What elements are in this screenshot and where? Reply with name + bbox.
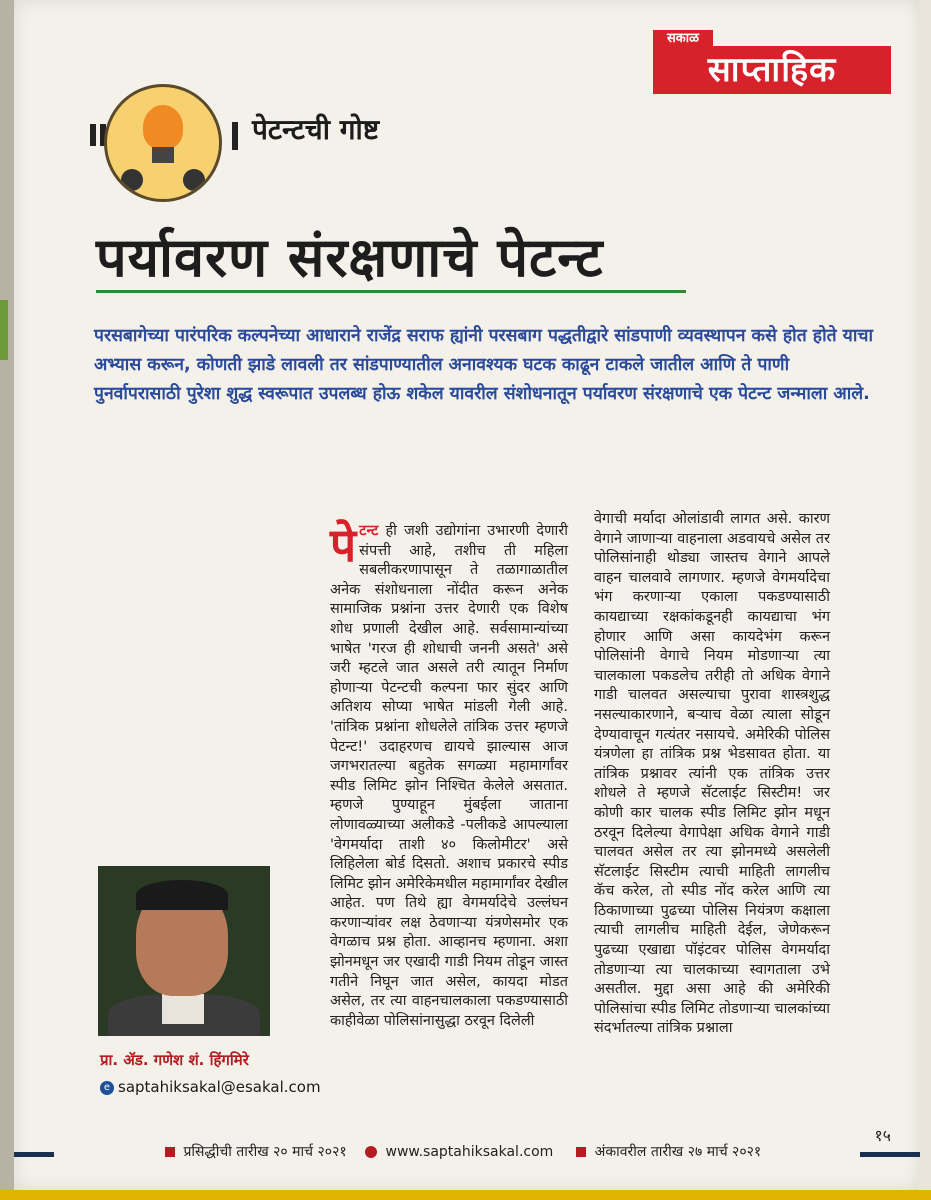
author-photo [98,866,270,1036]
page-number: १५ [874,1126,891,1145]
article-column-2 [594,510,830,1039]
idea-bulb-gear-icon [104,84,222,202]
brand-small: सकाळ [653,30,713,48]
brand-name: साप्ताहिक [653,46,891,94]
bottom-strip [0,1190,931,1200]
author-email[interactable] [100,1078,321,1096]
decor-bar-left [90,124,96,146]
dropcap: पे [330,518,357,572]
author-name: प्रा. ॲड. गणेश शं. हिंगमिरे [100,1051,249,1069]
column-2-text: वेगाची मर्यादा ओलांडावी लागत असे. कारण वेगाने जाणाऱ्या वाहनाला अडवायचे असेल तर पोलिसांनाही थोड्या जास्तच वेगाने आपले वाहन चालवावे लागणार. म्हणजे वेगमर्यादेचा भंग करणाऱ्या एकाला पकडण्यासाठी कायद्याच्या रक्षकांकडूनही कायद्याचा भंग होणार आणि असा कायदेभंग करून पोलिसांनी वेगाचे नियम मोडणाऱ्या त्या चालकाला पकडलेच तरीही तो अधिक वेगाने गाडी चालवत असल्याचा पुरावा शास्त्रशुद्ध नसल्याकारणाने, बऱ्याच वेळा त्याला सोडून देण्यावाचून गत्यंतर नसायचे. अमेरिकी पोलिस यंत्रणेला हा तांत्रिक प्रश्न भेडसावत होता. या तांत्रिक प्रश्नावर त्यांनी एक तांत्रिक उत्तर शोधले ते म्हणजे सॅटलाईट सिस्टीम! जर कोणी कार चालक स्पीड लिमिट झोन मधून ठरवून दिलेल्या वेगापेक्षा अधिक वेगाने गाडी चालवत असेल तर त्या झोनमध्ये असलेली सॅटलाईट सिस्टीम त्याची माहिती लागलीच कॅच करेल, तो स्पीड नोंद करेल आणि त्या ठिकाणाच्या पुढच्या पोलिस नियंत्रण कक्षाला त्याची लागलीच माहिती देईल, जेणेकरून पुढच्या एखाद्या पॉइंटवर पोलिस वेगमर्यादा तोडणाऱ्या त्या चालकाच्या स्वागताला उभे असतील. मुद्दा असा आहे की अमेरिकी पोलिसांचा स्पीड लिमिट तोडणाऱ्या चालकांच्या संदर्भातल्या तांत्रिक प्रश्नाला [594,511,830,1037]
website[interactable]: www.saptahiksakal.com [385,1144,554,1160]
intro-paragraph: परसबागेच्या पारंपरिक कल्पनेच्या आधाराने राजेंद्र सराफ ह्यांनी परसबाग पद्धतीद्वारे सांडपाणी व्यवस्थापन कसे होत होते याचा अभ्यास करून, कोणती झाडे लावली तर सांडपाण्यातील अनावश्यक घटक काढून टाकले जातील आणि ते पाणी पुनर्वापरासाठी पुरेशा शुद्ध स्वरूपात उपलब्ध होऊ शकेल यावरील संशोधनातून पर्यावरण संरक्षणाचे एक पेटन्ट जन्माला आले. [94,326,873,404]
issue-label: अंकावरील तारीख [594,1144,684,1160]
footer-square-icon [165,1147,175,1157]
series-title: पेटन्टची गोष्ट [252,113,380,146]
footer [165,1142,761,1161]
article-column-1 [330,518,569,1031]
page-binding-edge [0,0,14,1200]
website-icon [365,1146,377,1158]
column-1-text: ही जशी उद्योगांना उभारणी देणारी संपत्ती आहे, तशीच ती महिला सबलीकरणापासून ते तळागाळातील अनेक संशोधनाला नोंदीत करून अनेक सामाजिक प्रश्नांना उत्तर देणारी एक विशेष शोध प्रणाली देखील आहे. सर्वसामान्यांच्या भाषेत 'गरज ही शोधाची जननी असते' असे जरी म्हटले जात असले तरी त्यातून निर्माण होणाऱ्या पेटन्टची कल्पना फार सुंदर आणि अतिशय सोप्या भाषेत मांडली गेली आहे. 'तांत्रिक प्रश्नांना शोधलेले तांत्रिक उत्तर म्हणजे पेटन्ट!' उदाहरणच द्यायचे झाल्यास आज जगभरातल्या बहुतेक सगळ्या महामार्गांवर स्पीड लिमिट झोन निश्चित केलेले असतात. म्हणजे पुण्याहून मुंबईला जाताना लोणावळ्याच्या अलीकडे -पलीकडे आपल्याला 'वेगमर्यादा ताशी ४० किलोमीटर' असे लिहिलेला बोर्ड दिसतो. अशाच प्रकारचे स्पीड लिमिट झोन अमेरिकेमधील महामार्गांवर देखील आहेत. पण तिथे ह्या वेगमर्यादेचे उल्लंघन करणाऱ्यांवर लक्ष ठेवणाऱ्या यंत्रणेसमोर एक वेगळाच प्रश्न होता. आव्हानच म्हणाना. अशा झोनमधून जर एखादी गाडी नियम तोडून जास्त गतीने निघून जात असेल, कायदा मोडत असेल, तर त्या वाहनचालकाला पकडण्यासाठी काहीवेळा पोलिसांनासुद्धा ठरवून दिलेली [330,523,569,1029]
footer-bar-left [14,1152,54,1157]
issue-date: २७ मार्च २०२१ [687,1144,762,1160]
brand-logo [653,30,891,96]
publish-date: २० मार्च २०२१ [273,1144,347,1160]
headline-rule [96,290,686,293]
footer-bar-right [860,1152,920,1157]
email-text[interactable]: saptahiksakal@esakal.com [118,1078,321,1096]
headline: पर्यावरण संरक्षणाचे पेटन्ट [96,226,604,289]
lead-word: टन्ट [359,523,379,539]
email-icon: e [100,1081,114,1095]
publish-label: प्रसिद्धीची तारीख [183,1144,269,1160]
decor-bar-right [232,122,238,150]
footer-square-icon-2 [576,1147,586,1157]
